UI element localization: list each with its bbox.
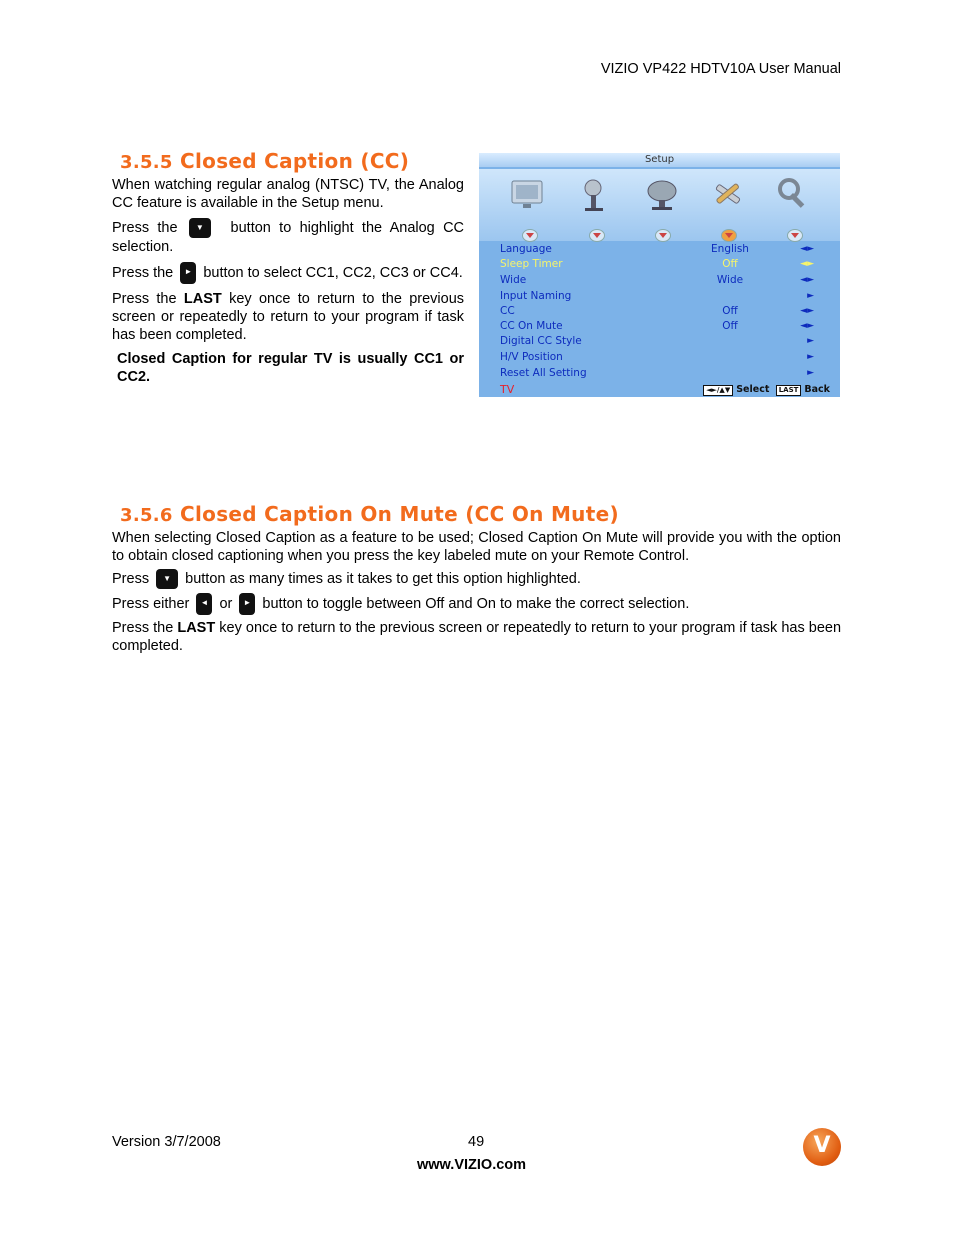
paragraph: Press either ◄ or ► button to toggle between Off and On to make the correct selection. (112, 593, 841, 615)
chevron-down-icon (787, 229, 803, 242)
menu-row-cc[interactable]: CC Off ◄► (500, 305, 814, 317)
menu-title: Setup (479, 153, 840, 167)
left-right-arrows-icon: ◄► (800, 259, 814, 269)
last-key-label: LAST (177, 620, 216, 636)
menu-row-language[interactable]: Language English ◄► (500, 243, 814, 255)
menu-row-input-naming[interactable]: Input Naming ► (500, 290, 814, 302)
section-heading-cc (120, 149, 409, 173)
tv-tuner-icon (643, 175, 681, 213)
right-arrow-icon: ► (807, 352, 814, 362)
left-right-arrows-icon: ◄► (800, 275, 814, 285)
website-link[interactable]: www.VIZIO.com (417, 1157, 527, 1173)
setup-tools-icon (709, 175, 747, 213)
paragraph: When selecting Closed Caption as a feature to be used; Closed Caption On Mute will provide you with the option to obtain closed captioning when you press the key labeled mute on your Remote Control. (112, 530, 841, 564)
chevron-down-icon (589, 229, 605, 242)
menu-footer (479, 382, 840, 397)
input-source: TV (500, 383, 515, 396)
left-right-arrows-icon: ◄► (800, 321, 814, 331)
right-arrow-icon: ► (807, 368, 814, 378)
right-arrow-icon: ► (807, 291, 814, 301)
down-arrow-key-icon: ▼ (156, 569, 178, 589)
section-cc-body (112, 176, 464, 386)
right-arrow-icon: ► (807, 336, 814, 346)
paragraph: Press ▼ button as many times as it takes to get this option highlighted. (112, 569, 841, 589)
navigate-keys-icon: ◄►/▲▼ (703, 385, 733, 396)
section-number: 3.5.5 (120, 152, 173, 173)
note: Closed Caption for regular TV is usually CC1 or CC2. (117, 351, 464, 385)
last-key-icon: LAST (776, 385, 802, 396)
version-label: Version 3/7/2008 (112, 1134, 221, 1150)
picture-icon (509, 175, 547, 213)
section-heading-cc-on-mute (120, 502, 619, 526)
menu-hint: ◄►/▲▼ Select LAST Back (700, 384, 830, 396)
menu-row-sleep-timer[interactable]: Sleep Timer Off ◄► (500, 258, 814, 270)
section-number: 3.5.6 (120, 505, 173, 526)
menu-row-reset-all[interactable]: Reset All Setting ► (500, 367, 814, 379)
down-arrow-key-icon: ▼ (189, 218, 211, 238)
chevron-down-icon (522, 229, 538, 242)
section-cc-on-mute-body (112, 529, 841, 655)
right-arrow-key-icon: ► (239, 593, 255, 615)
vizio-logo: V (803, 1128, 841, 1166)
menu-row-digital-cc-style[interactable]: Digital CC Style ► (500, 335, 814, 347)
last-key-label: LAST (183, 291, 222, 307)
tv-setup-menu (479, 153, 840, 397)
page-number: 49 (468, 1134, 485, 1150)
paragraph: Press the LAST key once to return to the previous screen or repeatedly to return to your program if task has been completed. (112, 291, 465, 343)
menu-row-hv-position[interactable]: H/V Position ► (500, 351, 814, 363)
audio-icon (577, 175, 615, 213)
menu-row-wide[interactable]: Wide Wide ◄► (500, 274, 814, 286)
left-right-arrows-icon: ◄► (800, 306, 814, 316)
section-title: Closed Caption (CC) (180, 149, 410, 173)
left-right-arrows-icon: ◄► (800, 244, 814, 254)
parental-lock-icon (775, 175, 813, 213)
paragraph: Press the ► button to select CC1, CC2, CC3 or CC4. (112, 262, 464, 284)
chevron-down-icon (721, 229, 737, 242)
paragraph: When watching regular analog (NTSC) TV, the Analog CC feature is available in the Setup menu. (112, 177, 464, 211)
menu-row-cc-on-mute[interactable]: CC On Mute Off ◄► (500, 320, 814, 332)
paragraph: Press the LAST key once to return to the previous screen or repeatedly to return to your program if task has been completed. (112, 620, 842, 654)
chevron-down-icon (655, 229, 671, 242)
right-arrow-key-icon: ► (180, 262, 196, 284)
menu-icon-bar (479, 169, 840, 241)
left-arrow-key-icon: ◄ (196, 593, 212, 615)
section-title: Closed Caption On Mute (CC On Mute) (180, 502, 619, 526)
paragraph: Press the ▼ button to highlight the Analog CC selection. (112, 219, 465, 255)
manual-title: VIZIO VP422 HDTV10A User Manual (600, 61, 841, 77)
